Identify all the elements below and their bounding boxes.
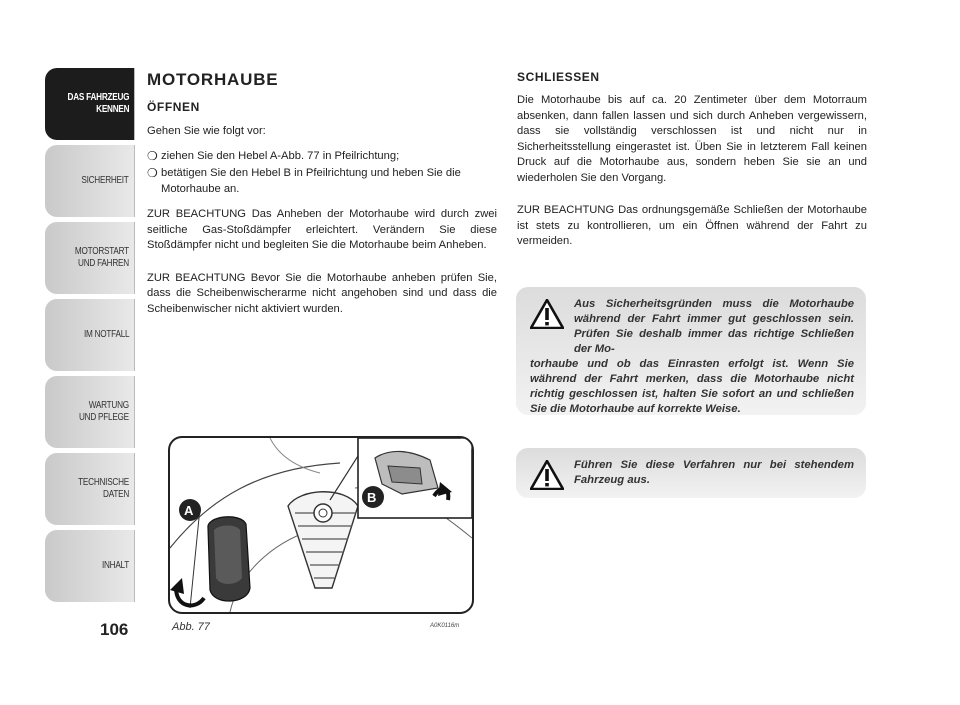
- section-title: SCHLIESSEN: [517, 70, 600, 84]
- warning-triangle-icon: [530, 299, 564, 329]
- warning-text: [530, 458, 854, 488]
- tab-label: TECHNISCHE DATEN: [78, 477, 129, 500]
- tab-das-fahrzeug-kennen[interactable]: [45, 68, 135, 140]
- bullet-icon: ❍: [147, 166, 158, 180]
- section-subtitle: ÖFFNEN: [147, 100, 200, 114]
- body-paragraph: Die Motorhaube bis auf ca. 20 Zentimeter über dem Motorraum absenken, dann fallen lassen und sich durch Anheben vergewissern, dass sie vollständig verschlossen ist und nicht nur in Sicherheitsstellung eingerastet ist. Üben Sie in letzterem Fall keinen Druck auf die Motorhaube aus, sondern heben Sie sie an und wiederholen Sie den Vorgang.: [517, 94, 867, 184]
- bullet-text: ziehen Sie den Hebel A-Abb. 77 in Pfeilrichtung;: [161, 149, 400, 162]
- warning-text-indented: Aus Sicherheitsgründen muss die Motorhaube während der Fahrt immer gut geschlossen sein. Prüfen Sie deshalb immer das richtige Schließen der Mo-: [574, 298, 854, 355]
- list-item: [147, 166, 497, 197]
- tab-im-notfall[interactable]: [45, 299, 135, 371]
- label-b: B: [367, 490, 377, 505]
- warning-box: [516, 287, 866, 415]
- tab-motorstart[interactable]: [45, 222, 135, 294]
- note-paragraph: ZUR BEACHTUNG Das Anheben der Motorhaube wird durch zwei seitliche Gas-Stoßdämpfer erleichtert. Verändern Sie diese Stoßdämpfer nicht und begleiten Sie die Motorhaube beim Anheben.: [147, 208, 497, 251]
- page-number: 106: [100, 620, 129, 639]
- figure-code: A0K0116m: [430, 623, 460, 629]
- bullet-icon: ❍: [147, 148, 158, 163]
- list-item: [147, 149, 497, 165]
- left-column: [147, 70, 497, 326]
- warning-triangle-icon: [530, 460, 564, 490]
- right-column: [517, 70, 867, 259]
- label-a: A: [184, 503, 194, 518]
- tab-wartung[interactable]: [45, 376, 135, 448]
- warning-text-rest: torhaube und ob das Einrasten erfolgt ist. Wenn Sie während der Fahrt merken, dass die Motorhaube nicht richtig geschlossen ist, halten Sie sofort an und schließen Sie die Motorhaube auf korrekte Weise.: [530, 358, 854, 415]
- tab-technische-daten[interactable]: [45, 453, 135, 525]
- tab-label: INHALT: [101, 560, 129, 571]
- intro-text: Gehen Sie wie folgt vor:: [147, 125, 266, 137]
- car-front-drawing: [170, 438, 472, 612]
- section-title: MOTORHAUBE: [147, 70, 279, 89]
- warning-box: [516, 448, 866, 498]
- tab-sicherheit[interactable]: [45, 145, 135, 217]
- tab-label: WARTUNG UND PFLEGE: [79, 400, 129, 423]
- note-paragraph: ZUR BEACHTUNG Das ordnungsgemäße Schließen der Motorhaube ist stets zu kontrollieren, um ein Öffnen während der Fahrt zu vermeiden.: [517, 204, 867, 247]
- note-paragraph: ZUR BEACHTUNG Bevor Sie die Motorhaube anheben prüfen Sie, dass die Scheibenwischerarme nicht angehoben sind und dass die Scheibenwischer nicht aktiviert wurden.: [147, 271, 497, 315]
- warning-text-indented: Führen Sie diese Verfahren nur bei stehendem Fahrzeug aus.: [574, 459, 854, 486]
- tab-label: MOTORSTART UND FAHREN: [74, 246, 129, 269]
- tab-inhalt[interactable]: [45, 530, 135, 602]
- tab-label: SICHERHEIT: [81, 175, 129, 186]
- chapter-tabs: [45, 68, 135, 607]
- tab-label: IM NOTFALL: [83, 329, 129, 340]
- hood-release-illustration: [168, 436, 474, 614]
- bullet-text: betätigen Sie den Hebel B in Pfeilrichtung und heben Sie die Motorhaube an.: [161, 167, 461, 195]
- warning-text: [530, 297, 854, 417]
- figure-caption: Abb. 77: [172, 621, 210, 633]
- tab-label: DAS FAHRZEUG KENNEN: [67, 92, 129, 115]
